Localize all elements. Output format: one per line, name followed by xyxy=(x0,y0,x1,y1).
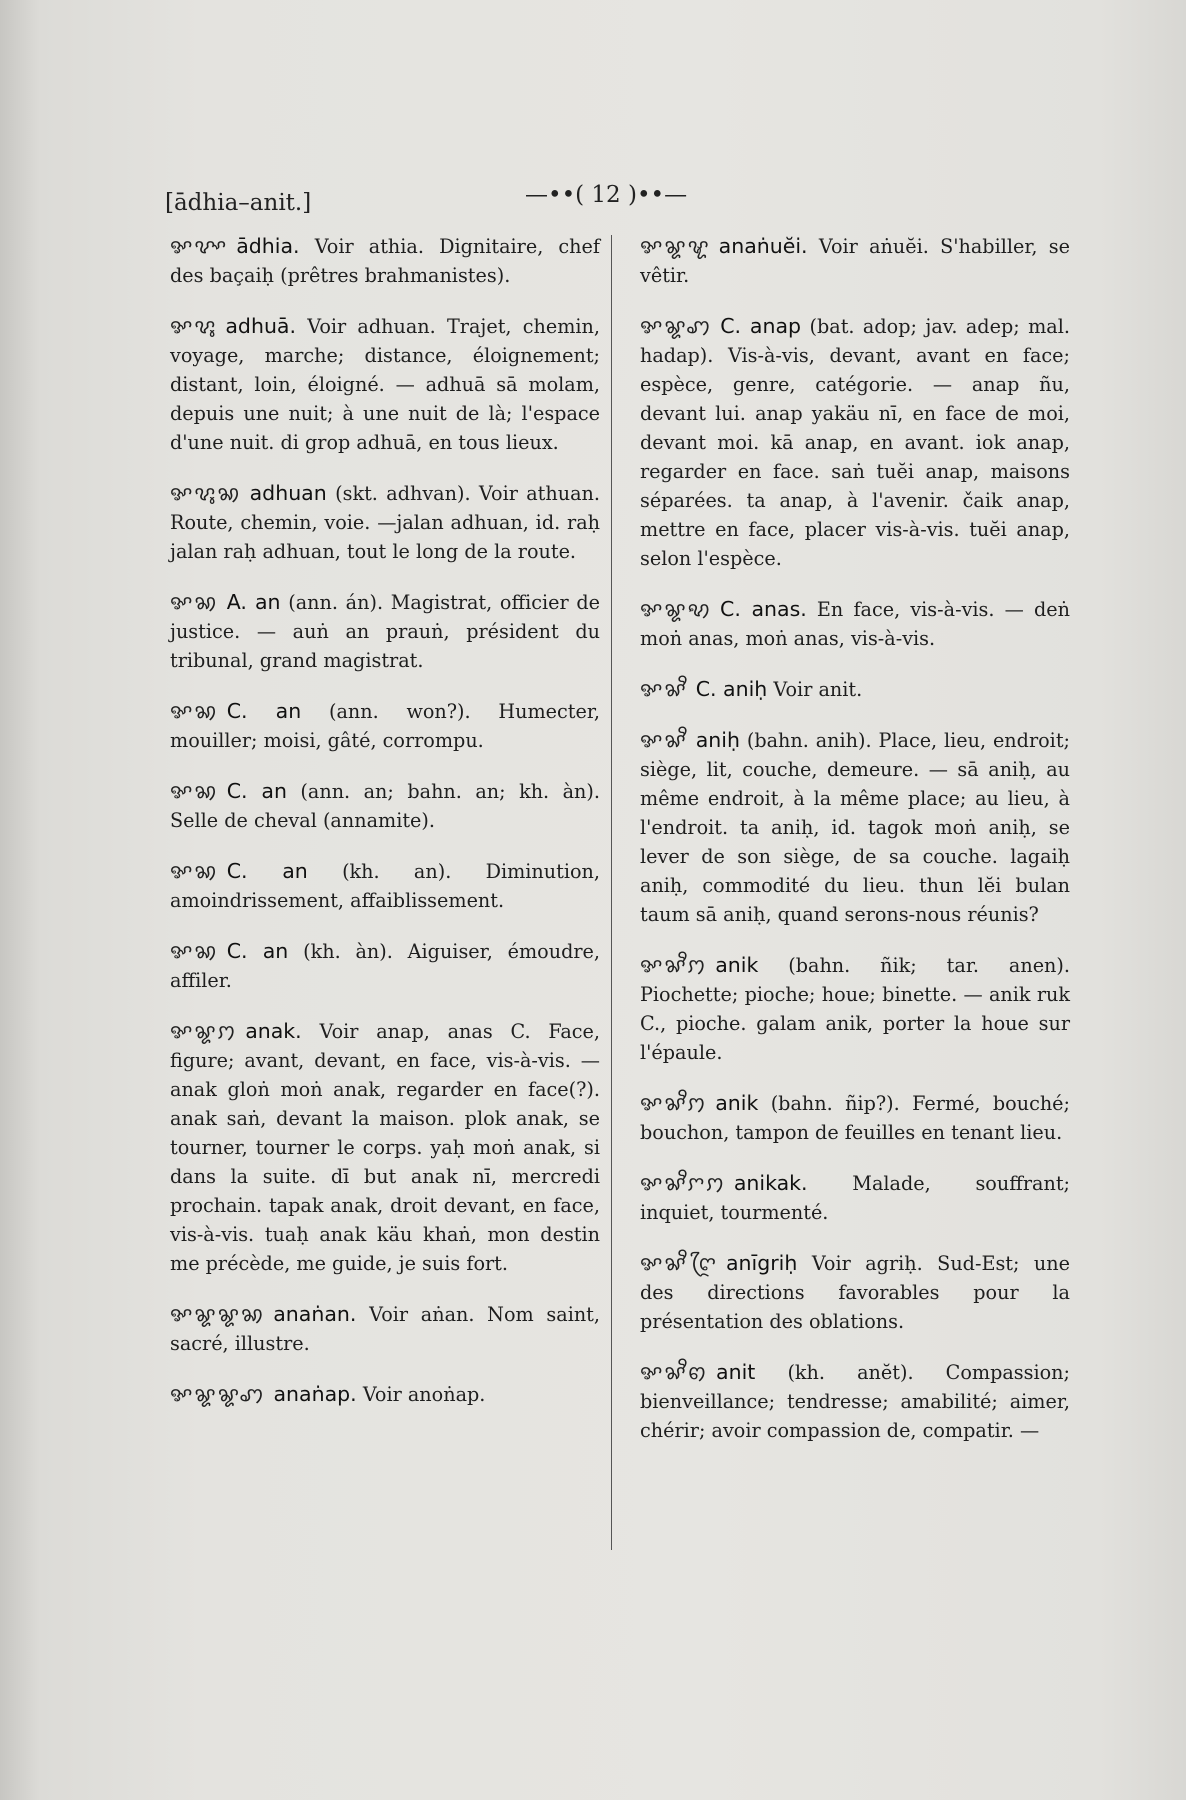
dictionary-entry xyxy=(170,777,600,835)
cham-script: ꨀꩆ xyxy=(170,859,219,883)
column-divider xyxy=(611,235,612,1550)
cham-script: ꨀꨗꨪ xyxy=(640,677,688,701)
cham-script: ꨀꨗꨪꩀ xyxy=(640,1091,708,1115)
dictionary-entry xyxy=(170,232,600,290)
headword: adhuan xyxy=(249,481,327,505)
headword: C. aniḥ xyxy=(695,677,768,701)
definition: (bat. adop; jav. adep; mal. hadap). Vis-à-vis, devant, avant en face; espèce, genre, catégorie. — anap ñu, devant lui. anap yakäu nī, en face de moi, devant moi. kā anap, en avant. iok anap, regarder en face. saṅ tuĕi anap, maisons séparées. ta anap, à l'avenir. čaik anap, mettre en face, placer vis-à-vis. tuĕi anap, selon l'espèce. xyxy=(640,315,1070,570)
dictionary-entry xyxy=(170,937,600,995)
headword: C. an xyxy=(226,699,302,723)
headword: anaṅan. xyxy=(273,1302,357,1326)
cham-script: ꨀꩆ xyxy=(170,590,219,614)
definition: (bahn. ñip?). Fermé, bouché; bouchon, tampon de feuilles en tenant lieu. xyxy=(640,1092,1070,1144)
definition: Voir adhuan. Trajet, chemin, voyage, marche; distance, éloignement; distant, loin, éloigné. — adhuā sā molam, depuis une nuit; à une nuit de là; l'espace d'une nuit. di grop adhuā, en tous lieux. xyxy=(170,315,600,454)
dictionary-entry xyxy=(640,232,1070,290)
headword: anik xyxy=(715,1091,759,1115)
headword: adhuā. xyxy=(225,314,297,338)
dictionary-entry xyxy=(170,588,600,675)
dictionary-entry xyxy=(640,595,1070,653)
headword: anit xyxy=(716,1360,756,1384)
definition: (ann. won?). Humecter, mouiller; moisi, gâté, corrompu. xyxy=(170,700,600,752)
definition: Voir anit. xyxy=(773,678,863,701)
definition: Malade, souffrant; inquiet, tourmenté. xyxy=(640,1172,1070,1224)
headword: C. an xyxy=(226,859,308,883)
dictionary-entry xyxy=(640,1358,1070,1445)
definition: (kh. an). Diminution, amoindrissement, affaiblissement. xyxy=(170,860,600,912)
cham-script: ꨀꨗꨪꩅ xyxy=(640,1360,709,1384)
cham-script: ꨀꩆ xyxy=(170,939,219,963)
headword: aniḥ xyxy=(695,728,740,752)
cham-script: ꨀꩆ xyxy=(170,779,219,803)
headword: anaṅuĕi. xyxy=(718,234,808,258)
dictionary-entry xyxy=(640,312,1070,573)
definition: (kh. anĕt). Compassion; bienveillance; tendresse; amabilité; aimer, chérir; avoir compassion de, compatir. — xyxy=(640,1361,1070,1442)
page-header xyxy=(165,180,1025,220)
definition: (kh. àn). Aiguiser, émoudre, affiler. xyxy=(170,940,600,992)
running-head: [ādhia–anit.] xyxy=(165,190,312,216)
headword: anaṅap. xyxy=(273,1382,357,1406)
dictionary-entry xyxy=(640,675,1070,704)
dictionary-entry xyxy=(170,312,600,457)
cham-script: ꨀꩆ xyxy=(170,699,219,723)
dictionary-entry xyxy=(640,1169,1070,1227)
cham-script: ꨀꨖꨳ xyxy=(170,234,229,258)
headword: anik xyxy=(715,953,759,977)
cham-script: ꨀꨖꨶꩆ xyxy=(170,481,242,505)
definition: Voir agriḥ. Sud-Est; une des directions favorables pour la présentation des oblations. xyxy=(640,1252,1070,1333)
cham-script: ꨀꨘꩀ xyxy=(170,1019,238,1043)
dictionary-entry xyxy=(640,726,1070,929)
right-column xyxy=(640,232,1070,1467)
cham-script: ꨀꨖꨶ xyxy=(170,314,218,338)
headword: anak. xyxy=(245,1019,302,1043)
dictionary-entry xyxy=(170,697,600,755)
dictionary-entry xyxy=(170,1300,600,1358)
headword: C. an xyxy=(226,939,289,963)
cham-script: ꨀꨘꩋ xyxy=(640,597,713,621)
dictionary-entry xyxy=(170,479,600,566)
page-number: —••( 12 )••— xyxy=(525,182,688,208)
dictionary-entry xyxy=(640,1249,1070,1336)
headword: anīgriḥ xyxy=(725,1251,798,1275)
cham-script: ꨀꨘꨘꩆ xyxy=(170,1302,266,1326)
cham-script: ꨀꨗꨪꨈꨴ xyxy=(640,1251,718,1275)
headword: C. an xyxy=(226,779,287,803)
dictionary-entry xyxy=(640,1089,1070,1147)
definition: Voir aṅan. Nom saint, sacré, illustre. xyxy=(170,1303,600,1355)
headword: anikak. xyxy=(733,1171,808,1195)
cham-script: ꨀꨘꨘꩇ xyxy=(170,1382,266,1406)
cham-script: ꨀꨘꩇ xyxy=(640,314,713,338)
definition: (ann. an; bahn. an; kh. àn). Selle de cheval (annamite). xyxy=(170,780,600,832)
definition: Voir anoṅap. xyxy=(362,1383,486,1406)
definition: (bahn. ñik; tar. anen). Piochette; pioche; houe; binette. — anik ruk C., pioche. galam anik, porter la houe sur l'épaule. xyxy=(640,954,1070,1064)
cham-script: ꨀꨗꨪ xyxy=(640,728,688,752)
definition: (bahn. anih). Place, lieu, endroit; siège, lit, couche, demeure. — sā aniḥ, au même endroit, à la même place; au lieu, à l'endroit. ta aniḥ, id. tagok moṅ aniḥ, se lever de son siège, de sa couche. lagaiḥ aniḥ, commodité du lieu. thun lĕi bulan taum sā aniḥ, quand serons-nous réunis? xyxy=(640,729,1070,926)
dictionary-entry xyxy=(640,951,1070,1067)
headword: A. an xyxy=(226,590,281,614)
cham-script: ꨀꨘꨠ xyxy=(640,234,711,258)
headword: C. anas. xyxy=(720,597,807,621)
dictionary-entry xyxy=(170,1380,600,1409)
cham-script: ꨀꨗꨪꩀ xyxy=(640,953,708,977)
dictionary-entry xyxy=(170,857,600,915)
headword: ādhia. xyxy=(236,234,300,258)
definition: Voir athia. Dignitaire, chef des baçaiḥ (prêtres brahmanistes). xyxy=(170,235,600,287)
dictionary-entry xyxy=(170,1017,600,1278)
definition: Voir aṅuĕi. S'habiller, se vêtir. xyxy=(640,235,1070,287)
definition: (skt. adhvan). Voir athuan. Route, chemin, voie. —jalan adhuan, id. raḥ jalan raḥ adhuan, tout le long de la route. xyxy=(170,482,600,563)
left-column xyxy=(170,232,600,1431)
headword: C. anap xyxy=(720,314,802,338)
definition: (ann. án). Magistrat, officier de justice. — auṅ an prauṅ, président du tribunal, grand magistrat. xyxy=(170,591,600,672)
definition: Voir anap, anas C. Face, figure; avant, devant, en face, vis-à-vis. — anak gloṅ moṅ anak, regarder en face(?). anak saṅ, devant la maison. plok anak, se tourner, tourner le corps. yaḥ moṅ anak, si dans la suite. dī but anak nī, mercredi prochain. tapak anak, droit devant, en face, vis-à-vis. tuaḥ anak käu khaṅ, mon destin me précède, me guide, je suis fort. xyxy=(170,1020,600,1275)
cham-script: ꨀꨗꨪꨆꩀ xyxy=(640,1171,726,1195)
definition: En face, vis-à-vis. — deṅ moṅ anas, moṅ anas, vis-à-vis. xyxy=(640,598,1070,650)
